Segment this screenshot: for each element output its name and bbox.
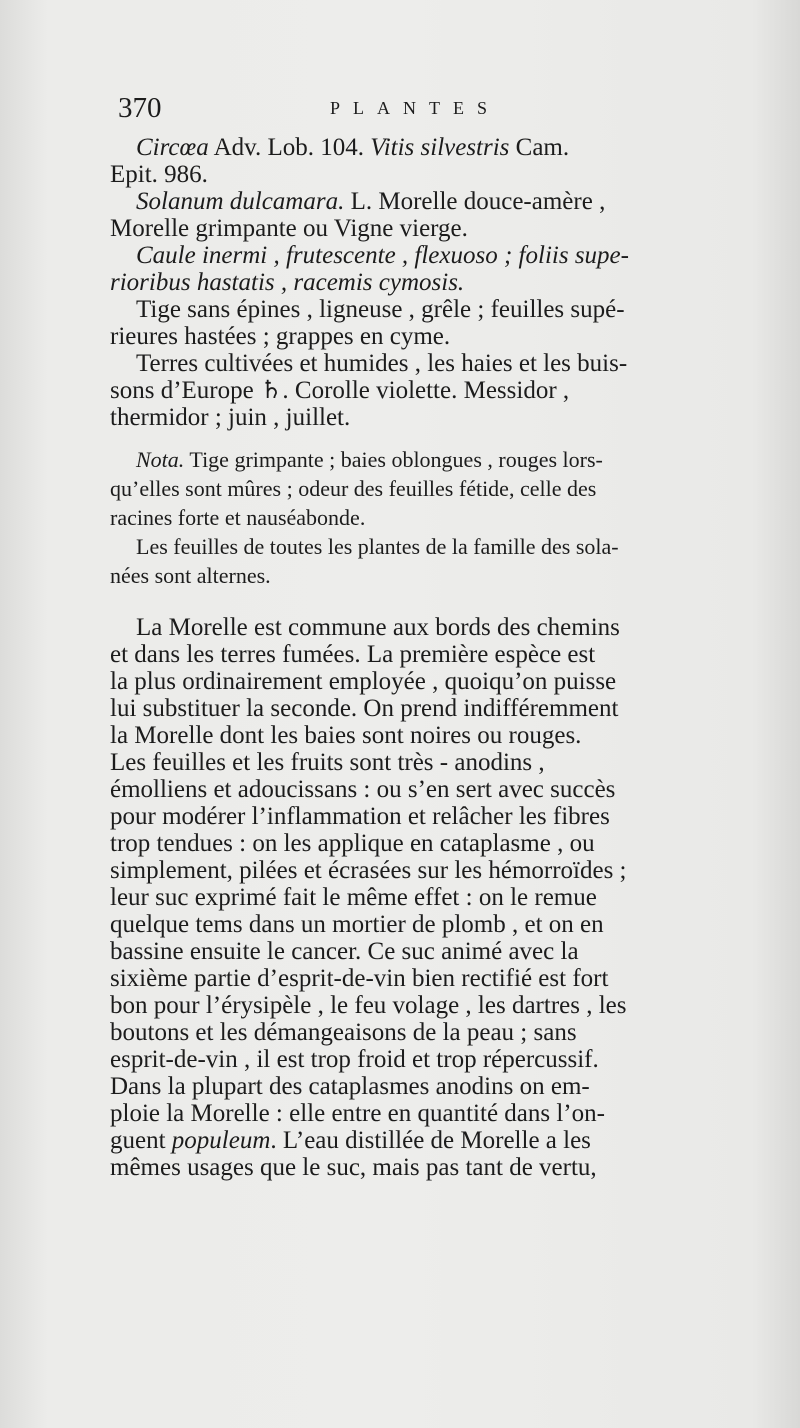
page-number: 370 [118, 92, 162, 124]
body-line: quelque tems dans un mortier de plomb , et on en [110, 911, 604, 938]
body-line: mêmes usages que le suc, mais pas tant de vertu, [110, 1154, 597, 1181]
synonym-line: Epit. 986. [110, 161, 208, 188]
body-line: ploie la Morelle : elle entre en quantité dans l’on- [110, 1100, 605, 1127]
body-line: la Morelle dont les baies sont noires ou rouges. [110, 722, 582, 749]
page-text [110, 134, 758, 1181]
body-line: bassine ensuite le cancer. Ce suc animé avec la [110, 938, 579, 965]
page-header [118, 92, 678, 128]
body-line: trop tendues : on les applique en cataplasme , ou [110, 830, 595, 857]
latin-description: rioribus hastatis , racemis cymosis. [110, 269, 465, 296]
habitat: sons d’Europe ♄. Corolle violette. Messidor , [110, 377, 570, 404]
french-description: Tige sans épines , ligneuse , grêle ; feuilles supé- [136, 296, 625, 323]
nota-line: qu’elles sont mûres ; odeur des feuilles fétide, celle des [110, 476, 597, 501]
body-line: et dans les terres fumées. La première espèce est [110, 641, 596, 668]
body-line: Dans la plupart des cataplasmes anodins on em- [110, 1073, 590, 1100]
body-line: esprit-de-vin , il est trop froid et trop répercussif. [110, 1046, 599, 1073]
running-title: PLANTES [330, 98, 501, 118]
body-line: sixième partie d’esprit-de-vin bien rectifié est fort [110, 965, 609, 992]
synonym-line: Circœa Adv. Lob. 104. Vitis silvestris Cam. [136, 134, 570, 161]
nota-line: nées sont alternes. [110, 563, 271, 588]
body-line: lui substituer la seconde. On prend indifféremment [110, 695, 619, 722]
common-names: Morelle grimpante ou Vigne vierge. [110, 215, 468, 242]
french-description: rieures hastées ; grappes en cyme. [110, 323, 451, 350]
nota-label: Nota. [136, 447, 185, 472]
habitat: Terres cultivées et humides , les haies et les buis- [136, 350, 628, 377]
body-line: simplement, pilées et écrasées sur les hémorroïdes ; [110, 857, 627, 884]
habitat: thermidor ; juin , juillet. [110, 404, 351, 431]
body-line: boutons et les démangeaisons de la peau ; sans [110, 1019, 577, 1046]
body-line: Les feuilles et les fruits sont très - anodins , [110, 749, 545, 776]
body-line: la plus ordinairement employée , quoiqu’on puisse [110, 668, 617, 695]
body-line: guent populeum. L’eau distillée de Morelle a les [110, 1127, 591, 1154]
latin-description: Caule inermi , frutescente , flexuoso ; foliis supe- [136, 242, 629, 269]
body-line: leur suc exprimé fait le même effet : on le remue [110, 884, 597, 911]
nota-line: Nota. Tige grimpante ; baies oblongues , rouges lors- [136, 447, 603, 472]
species-name: Solanum dulcamara. L. Morelle douce-amère , [136, 188, 606, 215]
body-line: bon pour l’érysipèle , le feu volage , les dartres , les [110, 992, 627, 1019]
body-line: La Morelle est commune aux bords des chemins [136, 614, 620, 641]
body-line: émolliens et adoucissans : ou s’en sert avec succès [110, 776, 616, 803]
body-line: pour modérer l’inflammation et relâcher les fibres [110, 803, 610, 830]
nota-line: racines forte et nauséabonde. [110, 505, 366, 530]
nota-line: Les feuilles de toutes les plantes de la famille des sola- [136, 534, 619, 559]
